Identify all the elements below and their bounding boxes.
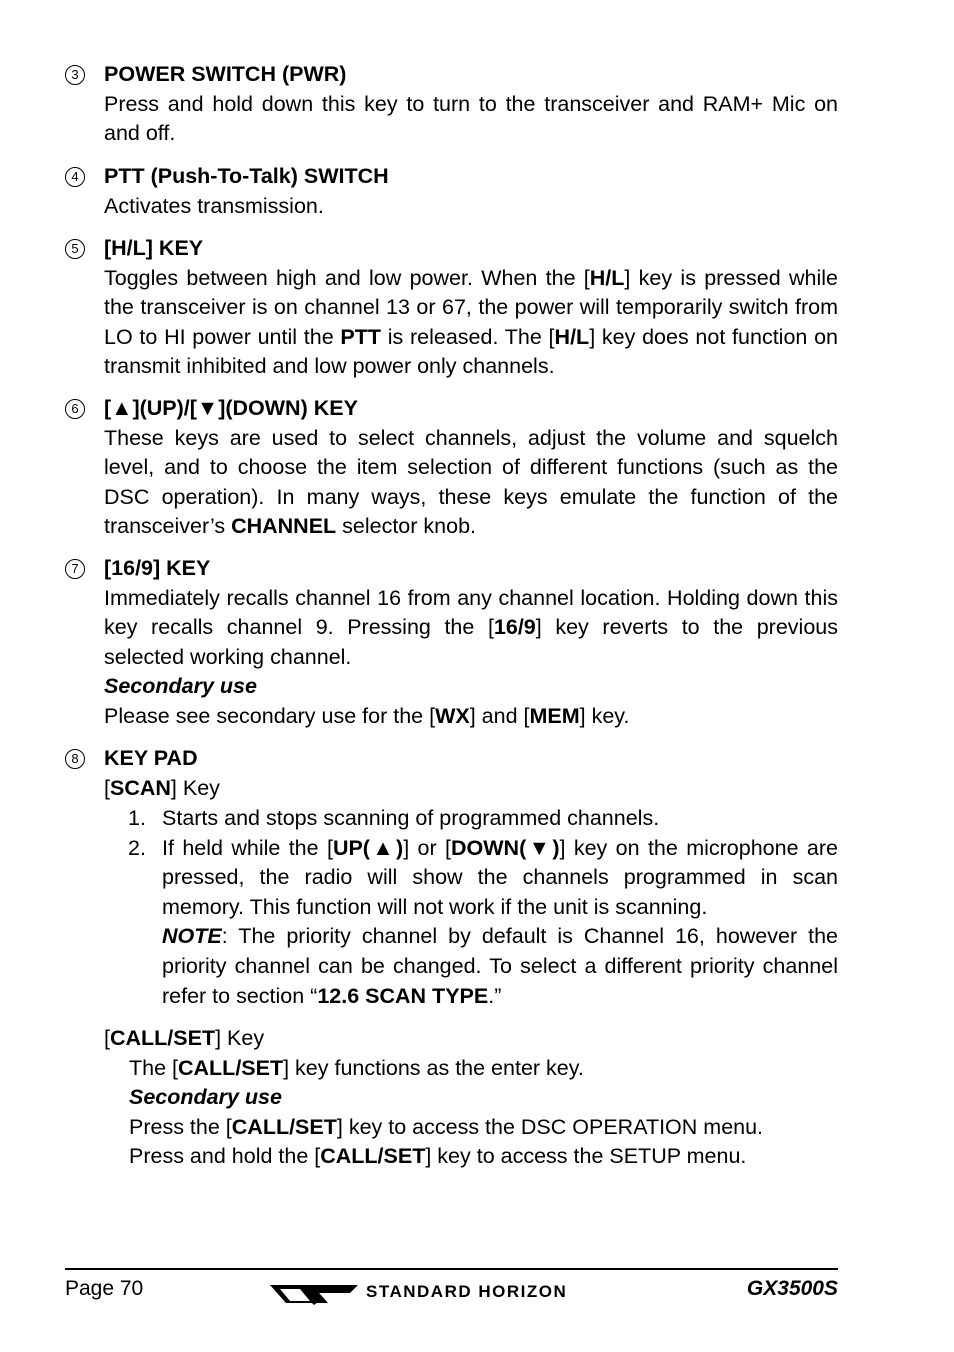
text-run: ] key to access the SETUP menu. bbox=[425, 1144, 747, 1169]
call-set-text bbox=[104, 1142, 838, 1172]
call-set-text bbox=[104, 1113, 838, 1143]
text-run: selector knob. bbox=[336, 514, 476, 539]
text-run: Immediately recalls channel 16 from any channel location. Holding down this key recalls channel 9. Pressing the [ bbox=[104, 585, 838, 640]
brand-name: STANDARD HORIZON bbox=[366, 1282, 568, 1301]
section-title: [▲](UP)/[▼](DOWN) KEY bbox=[104, 396, 358, 420]
text-run: ] Key bbox=[215, 1026, 265, 1050]
section-ptt-switch bbox=[71, 162, 838, 221]
text-run: is released. The [ bbox=[381, 324, 555, 349]
model-name: GX3500S bbox=[746, 1277, 838, 1300]
section-up-down-key bbox=[71, 394, 838, 542]
key-name: MEM bbox=[529, 703, 580, 728]
text-run: Toggles between high and low power. When the [ bbox=[104, 265, 590, 290]
section-text: Activates transmission. bbox=[104, 193, 324, 218]
list-item bbox=[128, 804, 838, 834]
text-run: Please see secondary use for the [ bbox=[104, 703, 436, 728]
text-run: ] key reverts to the previous selected working channel. bbox=[104, 615, 838, 669]
key-name: UP(▲) bbox=[332, 835, 404, 860]
scan-key-list bbox=[128, 804, 838, 1011]
secondary-use-label: Secondary use bbox=[104, 674, 257, 699]
item-number-3: 3 bbox=[65, 65, 85, 85]
text-run: ] key on the microphone are pressed, the radio will show the channels programmed in scan memory. This function will not work if the unit is scanning. bbox=[162, 835, 838, 919]
call-set-text bbox=[104, 1054, 838, 1084]
section-16-9-key bbox=[71, 554, 838, 732]
text-run: ] key functions as the enter key. bbox=[283, 1055, 584, 1080]
key-name: CHANNEL bbox=[231, 514, 337, 539]
key-name: SCAN bbox=[109, 775, 171, 800]
item-number-5: 5 bbox=[65, 239, 85, 259]
secondary-use-label: Secondary use bbox=[129, 1085, 282, 1110]
text-run: ] and [ bbox=[469, 703, 530, 728]
section-title: KEY PAD bbox=[104, 746, 198, 770]
section-text bbox=[104, 584, 838, 673]
text-run: ] key does not function on transmit inhibited and low power only channels. bbox=[104, 324, 839, 379]
item-number-7: 7 bbox=[65, 559, 85, 579]
note-label: NOTE bbox=[162, 924, 222, 949]
scan-key-heading bbox=[104, 774, 838, 804]
text-run: .” bbox=[488, 983, 502, 1008]
text-run: Press the [ bbox=[129, 1114, 232, 1139]
key-name: H/L bbox=[554, 324, 590, 349]
item-number-8: 8 bbox=[65, 749, 85, 769]
section-hl-key bbox=[71, 234, 839, 382]
text-run: ] key is pressed while the transceiver is on channel 13 or 67, the power will temporarily switch from LO to HI power until the bbox=[104, 265, 838, 349]
section-power-switch bbox=[71, 60, 838, 149]
key-name: 16/9 bbox=[493, 615, 536, 640]
text-run: ] key to access the DSC OPERATION menu. bbox=[336, 1114, 764, 1139]
text-run: ] key. bbox=[579, 703, 630, 728]
list-item bbox=[128, 834, 838, 1012]
text-run: [ bbox=[104, 1026, 110, 1050]
brand-logo-icon bbox=[270, 1277, 360, 1307]
text-run: [ bbox=[104, 775, 110, 800]
footer-divider bbox=[65, 1268, 838, 1270]
call-set-heading bbox=[104, 1024, 838, 1054]
secondary-use-text bbox=[104, 702, 838, 732]
section-key-pad bbox=[71, 744, 838, 803]
key-name: CALL/SET bbox=[231, 1114, 337, 1139]
list-text bbox=[162, 834, 838, 923]
text-run: : The priority channel by default is Channel 16, however the priority channel can be changed. To select a different priority channel refer to section “ bbox=[162, 924, 838, 1008]
text-run: ] or [ bbox=[403, 835, 452, 860]
text-run: The [ bbox=[129, 1055, 178, 1080]
key-name: CALL/SET bbox=[109, 1026, 216, 1050]
page-number: Page 70 bbox=[65, 1277, 144, 1300]
section-text bbox=[104, 424, 838, 542]
section-text bbox=[104, 264, 838, 382]
list-number: 1. bbox=[128, 806, 146, 830]
text-run: Press and hold the [ bbox=[129, 1144, 321, 1169]
key-name: CALL/SET bbox=[178, 1055, 284, 1080]
section-title: [H/L] KEY bbox=[104, 236, 204, 260]
section-reference: 12.6 SCAN TYPE bbox=[317, 983, 489, 1008]
text-run: If held while the [ bbox=[162, 835, 333, 860]
key-name: CALL/SET bbox=[320, 1144, 426, 1169]
section-title: POWER SWITCH (PWR) bbox=[104, 62, 347, 86]
section-title: [16/9] KEY bbox=[104, 556, 211, 580]
item-number-4: 4 bbox=[65, 167, 85, 187]
key-name: PTT bbox=[340, 324, 381, 349]
brand-logo bbox=[270, 1277, 640, 1307]
key-name: WX bbox=[435, 703, 470, 728]
key-name: H/L bbox=[589, 265, 625, 290]
section-text: Press and hold down this key to turn to the transceiver and RAM+ Mic on and off. bbox=[104, 91, 838, 146]
list-text: Starts and stops scanning of programmed channels. bbox=[162, 806, 660, 830]
section-title: PTT (Push-To-Talk) SWITCH bbox=[104, 164, 389, 188]
note-text bbox=[162, 922, 838, 1011]
item-number-6: 6 bbox=[65, 399, 85, 419]
text-run: These keys are used to select channels, adjust the volume and squelch level, and to choose the item selection of different functions (such as the DSC operation). In many ways, these keys emulate the function of the transceiver’s bbox=[104, 425, 838, 539]
call-set-key-block bbox=[104, 1024, 838, 1172]
key-name: DOWN(▼) bbox=[451, 835, 560, 860]
list-number: 2. bbox=[128, 835, 146, 860]
text-run: ] Key bbox=[170, 775, 220, 800]
